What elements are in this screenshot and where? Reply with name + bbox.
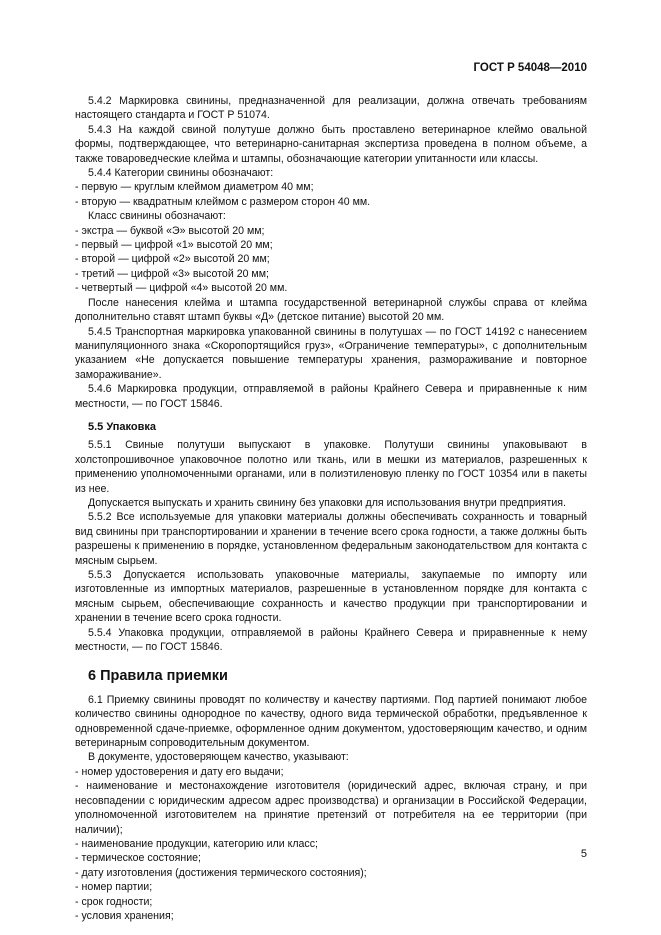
- list-item: - экстра — буквой «Э» высотой 20 мм;: [75, 224, 265, 237]
- page-number: 5: [580, 848, 587, 860]
- paragraph: 5.5.2 Все используемые для упаковки материалы должны обеспечивать сохранность и товарный вид свинины при транспортировании и хранении в течение всего срока годности, а также должны быть разрешены к применению в порядке, установленном федеральным законодательством для контакта с мясным сырьем.: [75, 511, 587, 567]
- paragraph: После нанесения клейма и штампа государственной ветеринарной службы справа от клейма дополнительно ставят штамп буквы «Д» (детское питание) высотой 20 мм.: [75, 296, 587, 324]
- paragraph: 5.4.3 На каждой свиной полутуше должно быть проставлено ветеринарное клеймо овальной формы, подтверждающее, что ветеринарно-санитарная экспертиза проведена в полном объеме, а также товароведческие клейма и штампы, обозначающие категории упитанности или классы.: [75, 123, 587, 165]
- document-body: [75, 94, 587, 923]
- paragraph: В документе, удостоверяющем качество, указывают:: [88, 751, 349, 764]
- paragraph: 6.1 Приемку свинины проводят по количеству и качеству партиями. Под партией понимают любое количество свинины однородное по качеству, одного вида термической обработки, предъявленное к одновременной сдаче-приемке, оформленное одним документом, удостоверяющим качество, и одним ветеринарным сопроводительным документом.: [75, 693, 587, 750]
- list-item: - условия хранения;: [75, 909, 174, 922]
- section-heading: 5.5 Упаковка: [88, 420, 156, 433]
- paragraph: 5.4.6 Маркировка продукции, отправляемой в районы Крайнего Севера и приравненные к ним местности, — по ГОСТ 15846.: [75, 383, 587, 410]
- list-item: - третий — цифрой «3» высотой 20 мм;: [75, 267, 269, 280]
- paragraph: 5.5.1 Свиные полутуши выпускают в упаковке. Полутуши свинины упаковывают в холстопрошивочное упаковочное полотно или ткань, или в мешки из материалов, разрешенных к применению уполномоченными органами, или в полиэтиленовую пленку по ГОСТ 10354 или в пакеты из нее.: [75, 439, 587, 495]
- list-item: - второй — цифрой «2» высотой 20 мм;: [75, 253, 270, 266]
- paragraph: Допускается выпускать и хранить свинину без упаковки для использования внутри предприятия.: [88, 496, 566, 509]
- list-item: - четвертый — цифрой «4» высотой 20 мм.: [75, 282, 288, 295]
- paragraph: Класс свинины обозначают:: [88, 210, 226, 223]
- list-item: - термическое состояние;: [75, 852, 201, 865]
- list-item: - дату изготовления (достижения термического состояния);: [75, 866, 367, 879]
- list-item: - наименование продукции, категорию или класс;: [75, 837, 318, 850]
- list-item: - первый — цифрой «1» высотой 20 мм;: [75, 239, 273, 252]
- chapter-heading: 6 Правила приемки: [88, 668, 228, 685]
- list-item: - срок годности;: [75, 895, 153, 908]
- list-item: - первую — круглым клеймом диаметром 40 мм;: [75, 181, 314, 194]
- list-item: - вторую — квадратным клеймом с размером сторон 40 мм.: [75, 195, 371, 208]
- list-item: - номер удостоверения и дату его выдачи;: [75, 765, 284, 778]
- list-item: - наименование и местонахождение изготовителя (юридический адрес, включая страну, и при несовпадении с юридическим адресом адрес производства) и организации в Российской Федерации, уполномоченной изготовителем на принятие претензий от потребителя на ее территории (при наличии);: [75, 780, 587, 836]
- paragraph: 5.4.2 Маркировка свинины, предназначенной для реализации, должна отвечать требованиям настоящего стандарта и ГОСТ Р 51074.: [75, 95, 587, 122]
- paragraph: 5.5.3 Допускается использовать упаковочные материалы, закупаемые по импорту или изготовленные из импортных материалов, разрешенные в установленном порядке для контакта с мясным сырьем, обеспечивающие сохранность и качество продукции при транспортировании и хранении в течение всего срока годности.: [75, 569, 587, 625]
- list-item: - номер партии;: [75, 881, 153, 894]
- paragraph: 5.4.4 Категории свинины обозначают:: [88, 167, 274, 180]
- document-header: ГОСТ Р 54048—2010: [473, 62, 587, 74]
- paragraph: 5.4.5 Транспортная маркировка упакованной свинины в полутушах — по ГОСТ 14192 с нанесением манипуляционного знака «Скоропортящийся груз», «Ограничение температуры», с дополнительным указанием «Не допускается повышение температуры хранения, размораживание и повторное замораживание».: [75, 325, 587, 381]
- paragraph: 5.5.4 Упаковка продукции, отправляемой в районы Крайнего Севера и приравненные к нему местности, — по ГОСТ 15846.: [75, 626, 587, 654]
